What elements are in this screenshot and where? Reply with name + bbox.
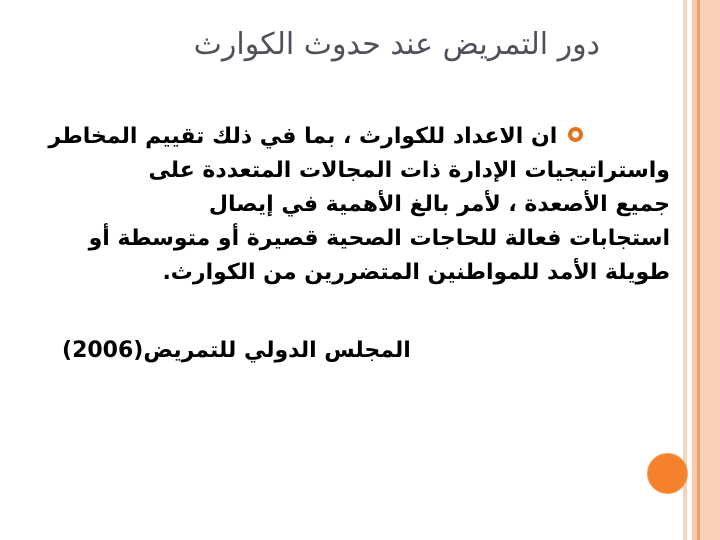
body-line: استجابات فعالة للحاجات الصحية قصيرة أو متوسطة أو (88, 226, 670, 251)
body-line (0, 120, 670, 154)
right-stripe-thin (683, 0, 687, 540)
right-stripe-band (700, 0, 720, 540)
citation-line: المجلس الدولي للتمريض(2006) (62, 338, 411, 363)
body-line: طويلة الأمد للمواطنين المتضررين من الكوارث. (162, 260, 670, 285)
body-line: واستراتيجيات الإدارة ذات المجالات المتعددة على (148, 158, 670, 183)
ring-bullet-icon (568, 127, 583, 142)
body-line-text: ان الاعداد للكوارث ، بما في ذلك تقييم المخاطر (48, 124, 558, 149)
body-line: جميع الأصعدة ، لأمر بالغ الأهمية في إيصال (208, 192, 670, 217)
accent-circle (647, 453, 688, 494)
body-text-block (0, 120, 670, 290)
slide-title: دور التمريض عند حدوث الكوارث (193, 27, 600, 62)
